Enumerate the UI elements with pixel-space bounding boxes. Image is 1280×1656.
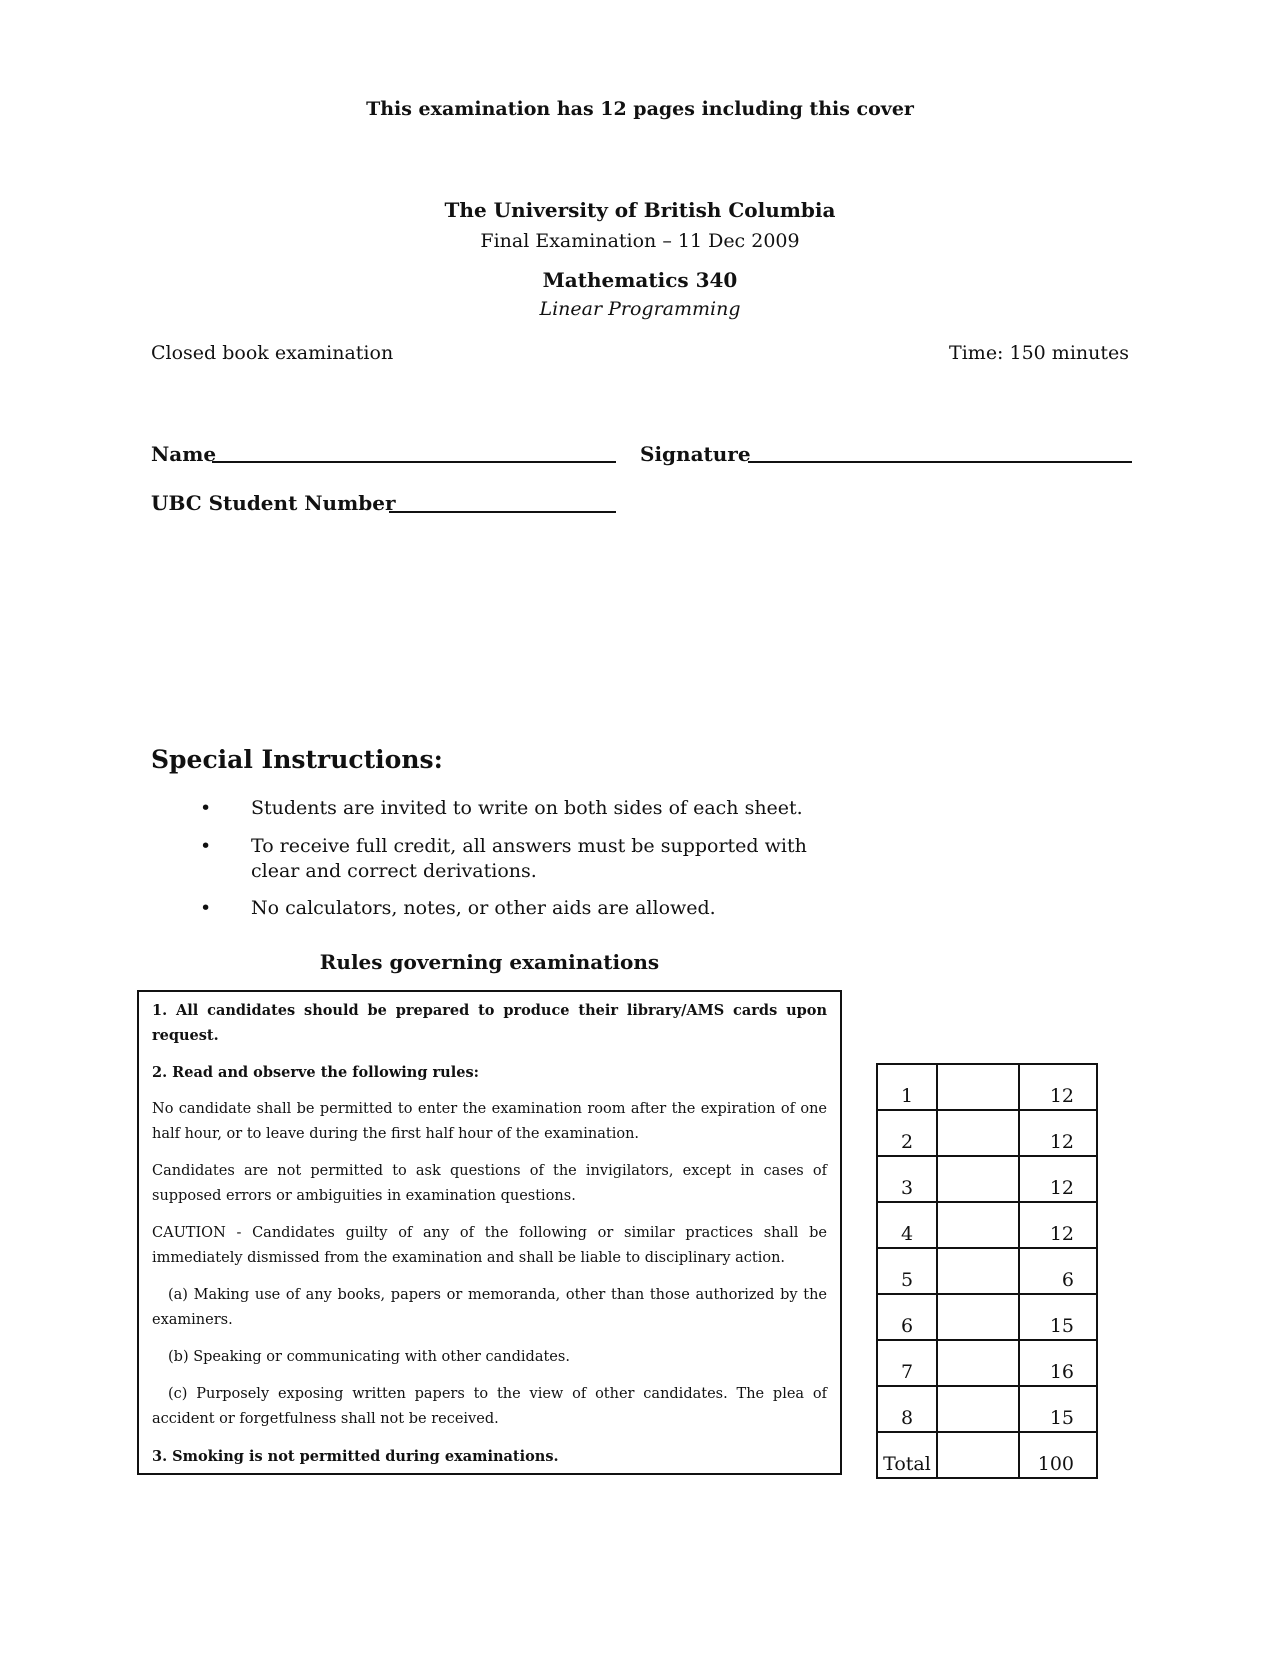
student-number-field[interactable] (389, 511, 616, 513)
max-points: 12 (1019, 1202, 1097, 1248)
max-points: 12 (1019, 1156, 1097, 1202)
score-cell[interactable] (937, 1110, 1019, 1156)
rule-paragraph: No candidate shall be permitted to enter the examination room after the expiration of one half hour, or to leave during the first half hour of the examination. (152, 1101, 827, 1142)
instruction-text: To receive full credit, all answers must be supported with clear and correct derivations. (251, 835, 807, 882)
bullet-icon: • (200, 835, 212, 857)
rule-item-c: (c) Purposely exposing written papers to the view of other candidates. The plea of accident or forgetfulness shall not be received. (152, 1386, 827, 1427)
time-limit: Time: 150 minutes (949, 342, 1129, 364)
rule-2: 2. Read and observe the following rules: (152, 1064, 479, 1081)
closed-book-note: Closed book examination (151, 342, 394, 364)
question-number: 4 (877, 1202, 937, 1248)
course-subtitle: Linear Programming (539, 298, 741, 320)
question-number: 2 (877, 1110, 937, 1156)
rule-item-a: (a) Making use of any books, papers or memoranda, other than those authorized by the examiners. (152, 1287, 827, 1328)
max-points: 12 (1019, 1110, 1097, 1156)
rule-3: 3. Smoking is not permitted during examinations. (152, 1448, 559, 1465)
instruction-text: Students are invited to write on both sides of each sheet. (251, 797, 803, 819)
question-number: 3 (877, 1156, 937, 1202)
rule-item-b: (b) Speaking or communicating with other candidates. (168, 1349, 570, 1365)
total-label: Total (877, 1432, 937, 1478)
score-cell[interactable] (937, 1064, 1019, 1110)
max-points: 15 (1019, 1294, 1097, 1340)
signature-label: Signature (640, 442, 751, 466)
special-instructions-heading: Special Instructions: (151, 745, 443, 774)
question-number: 7 (877, 1340, 937, 1386)
question-number: 5 (877, 1248, 937, 1294)
signature-field[interactable] (748, 461, 1132, 463)
score-cell[interactable] (937, 1386, 1019, 1432)
score-cell[interactable] (937, 1340, 1019, 1386)
score-row (877, 1386, 1097, 1432)
bullet-icon: • (200, 797, 212, 819)
score-row (877, 1294, 1097, 1340)
name-field[interactable] (212, 461, 616, 463)
max-points: 6 (1019, 1248, 1097, 1294)
name-label: Name (151, 442, 217, 466)
score-cell[interactable] (937, 1156, 1019, 1202)
question-number: 1 (877, 1064, 937, 1110)
question-number: 8 (877, 1386, 937, 1432)
instruction-text: No calculators, notes, or other aids are allowed. (251, 897, 716, 919)
score-cell[interactable] (937, 1202, 1019, 1248)
student-number-label: UBC Student Number (151, 491, 396, 515)
score-row (877, 1248, 1097, 1294)
max-points: 15 (1019, 1386, 1097, 1432)
rule-caution: CAUTION - Candidates guilty of any of the following or similar practices shall be immediately dismissed from the examination and shall be liable to disciplinary action. (152, 1225, 827, 1266)
score-row (877, 1340, 1097, 1386)
score-table (876, 1063, 1098, 1479)
cover-note: This examination has 12 pages including this cover (366, 98, 914, 120)
score-row (877, 1156, 1097, 1202)
max-points: 12 (1019, 1064, 1097, 1110)
score-row (877, 1110, 1097, 1156)
bullet-icon: • (200, 897, 212, 919)
score-cell[interactable] (937, 1248, 1019, 1294)
score-row (877, 1064, 1097, 1110)
total-row (877, 1432, 1097, 1478)
exam-date-line: Final Examination – 11 Dec 2009 (480, 230, 800, 252)
score-cell[interactable] (937, 1294, 1019, 1340)
question-number: 6 (877, 1294, 937, 1340)
max-points: 16 (1019, 1340, 1097, 1386)
rules-box (137, 990, 842, 1475)
rule-paragraph: Candidates are not permitted to ask questions of the invigilators, except in cases of supposed errors or ambiguities in examination questions. (152, 1163, 827, 1204)
total-score-cell[interactable] (937, 1432, 1019, 1478)
rules-heading: Rules governing examinations (319, 950, 660, 974)
total-points: 100 (1019, 1432, 1097, 1478)
university-name: The University of British Columbia (444, 198, 836, 222)
score-row (877, 1202, 1097, 1248)
rule-1: 1. All candidates should be prepared to produce their library/AMS cards upon request. (152, 1002, 827, 1044)
course-title: Mathematics 340 (542, 268, 738, 292)
